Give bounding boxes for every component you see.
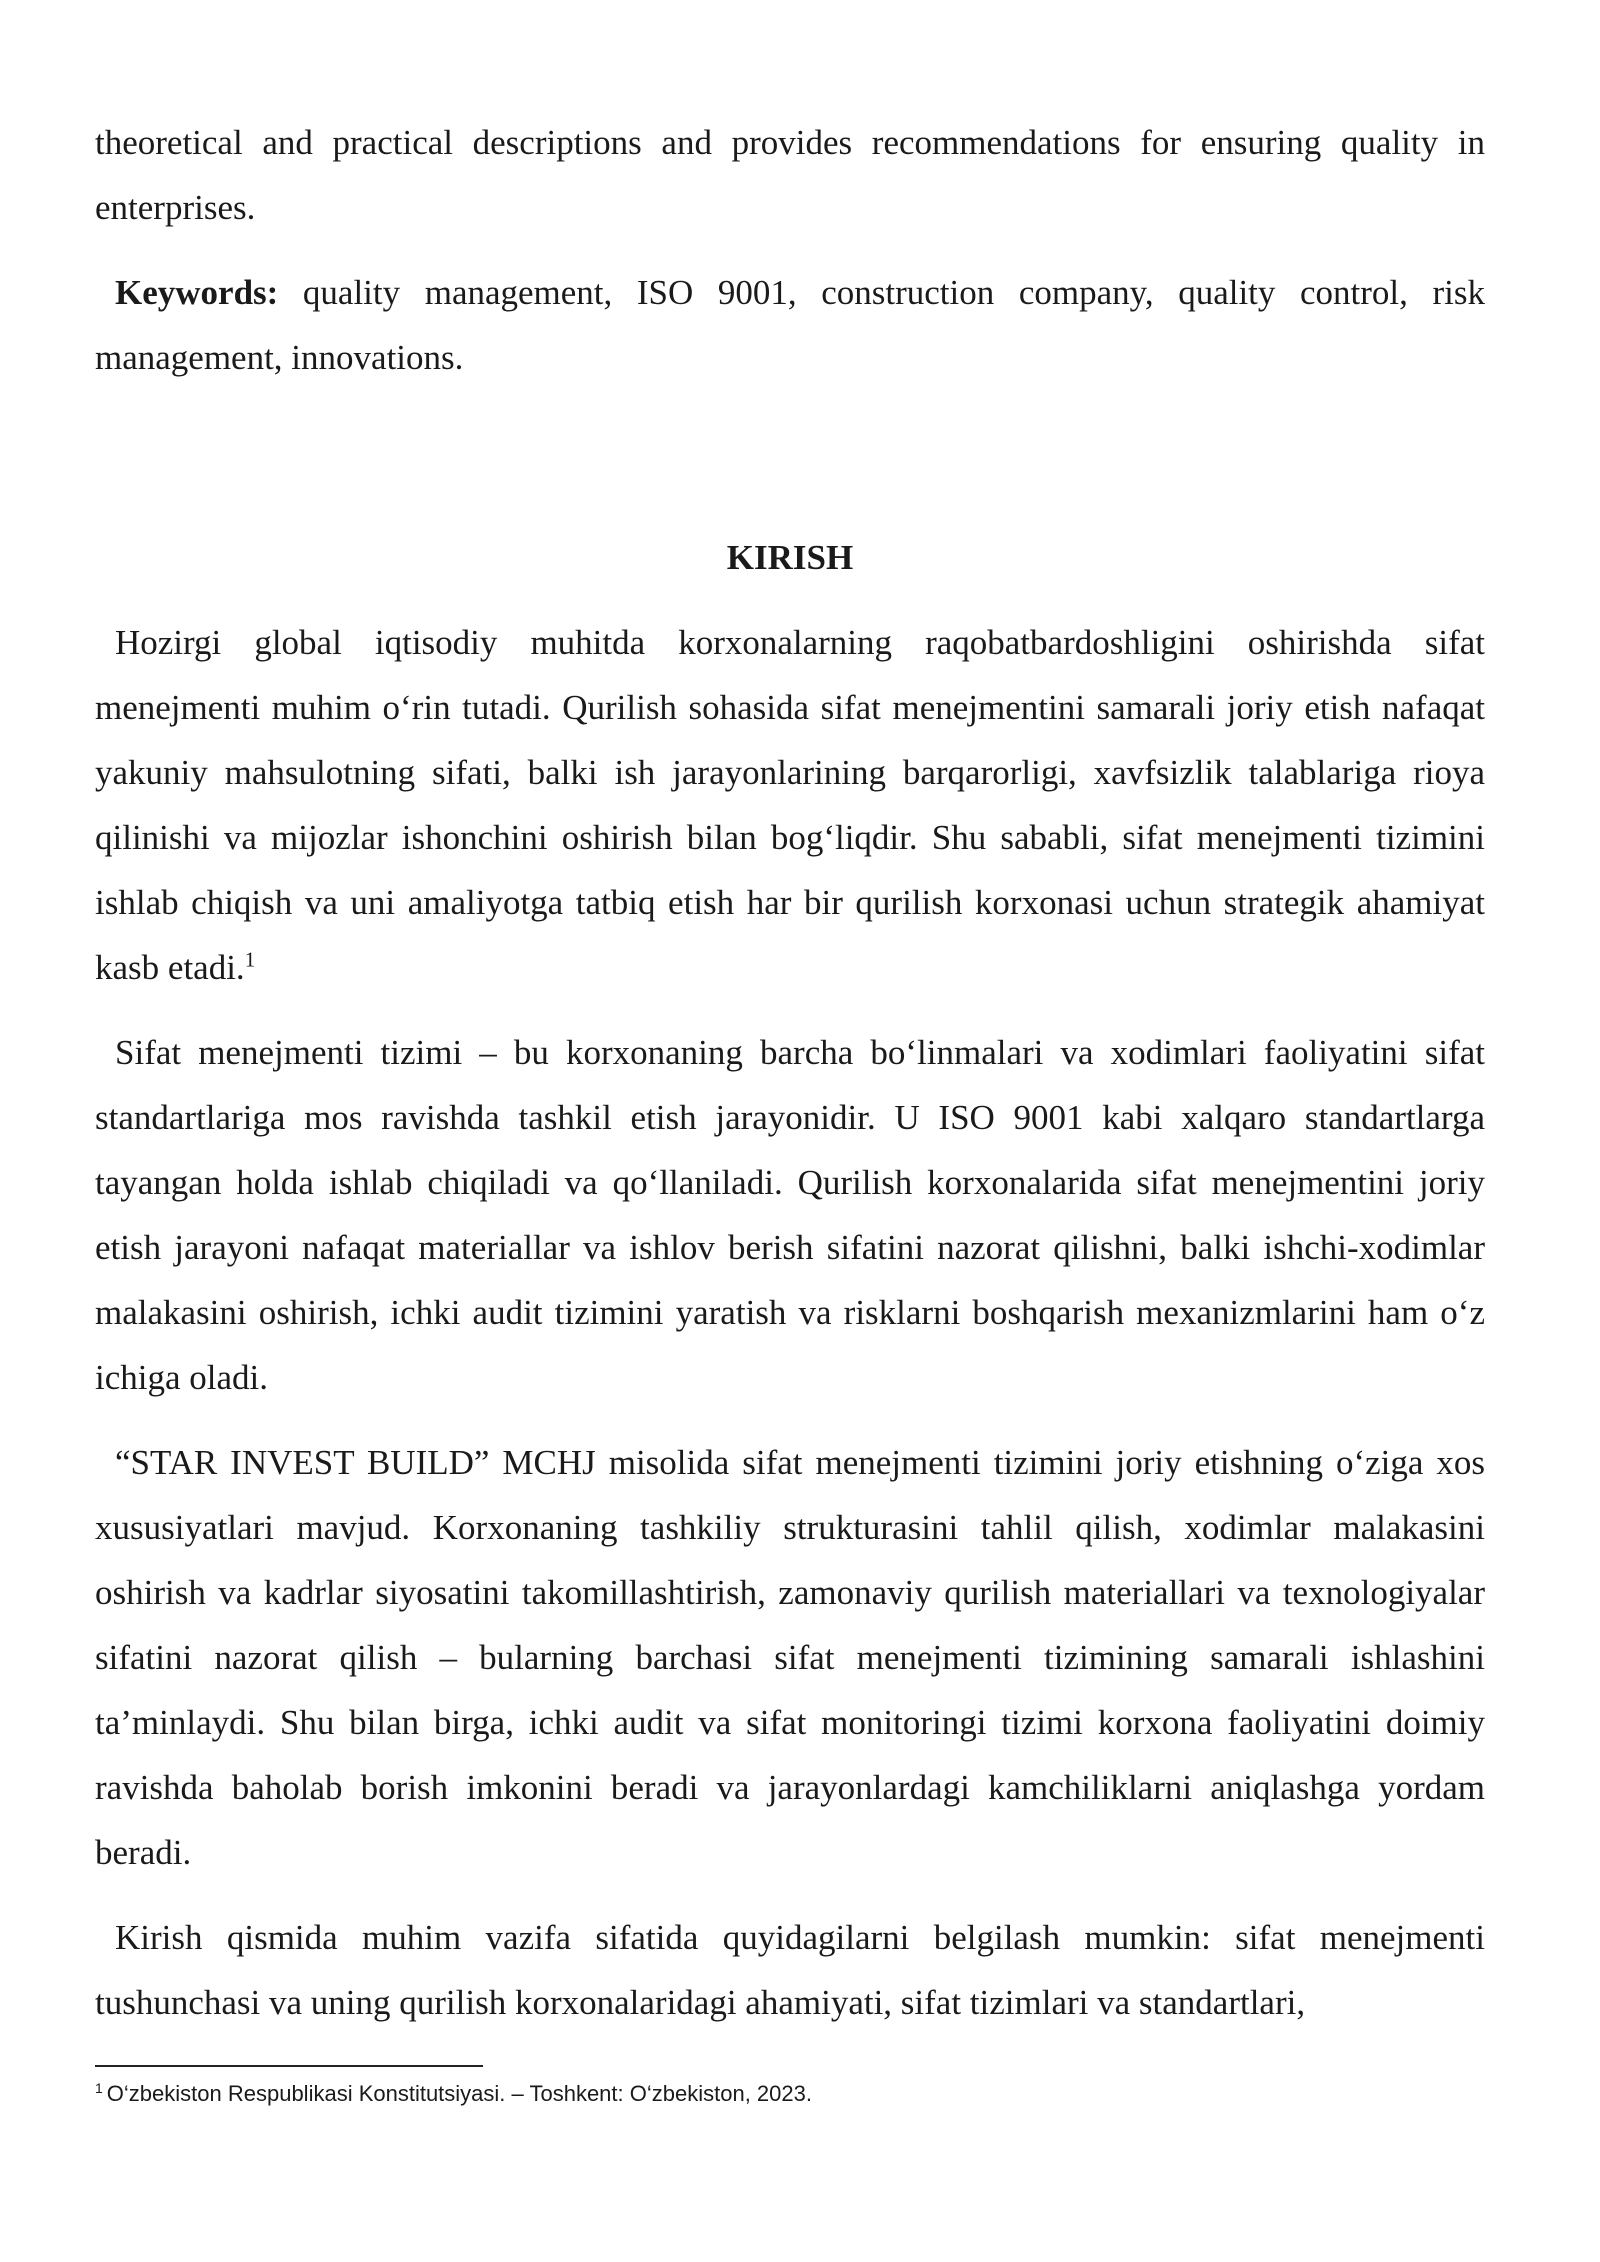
intro-paragraph-3: “STAR INVEST BUILD” MCHJ misolida sifat menejmenti tizimini joriy etishning o‘ziga xos xususiyatlari mavjud. Korxonaning tashkiliy strukturasini tahlil qilish, xodimlar malakasini oshirish va kadrlar siyosatini takomillashtirish, zamonaviy qurilish materiallari va texnologiyalar sifatini nazorat qilish – bularning barchasi sifat menejmenti tizimining samarali ishlashini ta’minlaydi. Shu bilan birga, ichki audit va sifat monitoringi tizimi korxona faoliyatini doimiy ravishda baholab borish imkonini beradi va jarayonlardagi kamchiliklarni aniqlashga yordam beradi. bbox=[95, 1443, 1485, 1872]
footnote-number: 1 bbox=[95, 2079, 103, 2096]
section-heading: KIRISH bbox=[726, 538, 854, 577]
footnote-separator bbox=[95, 2065, 483, 2067]
footnote-text: O‘zbekiston Respublikasi Konstitutsiyasi. – Toshkent: O‘zbekiston, 2023. bbox=[106, 2081, 812, 2106]
intro-paragraph-4: Kirish qismida muhim vazifa sifatida quyidagilarni belgilash mumkin: sifat menejmenti tushunchasi va uning qurilish korxonalaridagi ahamiyati, sifat tizimlari va standartlari, bbox=[95, 1918, 1485, 2022]
keywords-paragraph bbox=[95, 260, 1485, 390]
intro-paragraph-2: Sifat menejmenti tizimi – bu korxonaning barcha bo‘linmalari va xodimlari faoliyatini sifat standartlariga mos ravishda tashkil etish jarayonidir. U ISO 9001 kabi xalqaro standartlarga tayangan holda ishlab chiqiladi va qo‘llaniladi. Qurilish korxonalarida sifat menejmentini joriy etish jarayoni nafaqat materiallar va ishlov berish sifatini nazorat qilishni, balki ishchi-xodimlar malakasini oshirish, ichki audit tizimini yaratish va risklarni boshqarish mexanizmlarini ham o‘z ichiga oladi. bbox=[95, 1033, 1485, 1397]
footnote-reference[interactable]: 1 bbox=[244, 947, 256, 972]
document-page bbox=[95, 110, 1485, 2035]
intro-paragraph-1 bbox=[95, 610, 1485, 1000]
intro-paragraph-1-text: Hozirgi global iqtisodiy muhitda korxonalarning raqobatbardoshligini oshirishda sifat menejmenti muhim o‘rin tutadi. Qurilish sohasida sifat menejmentini samarali joriy etish nafaqat yakuniy mahsulotning sifati, balki ish jarayonlarining barqarorligi, xavfsizlik talablariga rioya qilinishi va mijozlar ishonchini oshirish bilan bog‘liqdir. Shu sababli, sifat menejmenti tizimini ishlab chiqish va uni amaliyotga tatbiq etish har bir qurilish korxonasi uchun strategik ahamiyat kasb etadi. bbox=[95, 623, 1485, 987]
keywords-text: quality management, ISO 9001, construction company, quality control, risk management, innovations. bbox=[95, 273, 1485, 377]
abstract-continuation: theoretical and practical descriptions and provides recommendations for ensuring quality in enterprises. bbox=[95, 123, 1485, 227]
footnote bbox=[95, 2077, 1485, 2111]
keywords-label: Keywords: bbox=[115, 273, 279, 312]
